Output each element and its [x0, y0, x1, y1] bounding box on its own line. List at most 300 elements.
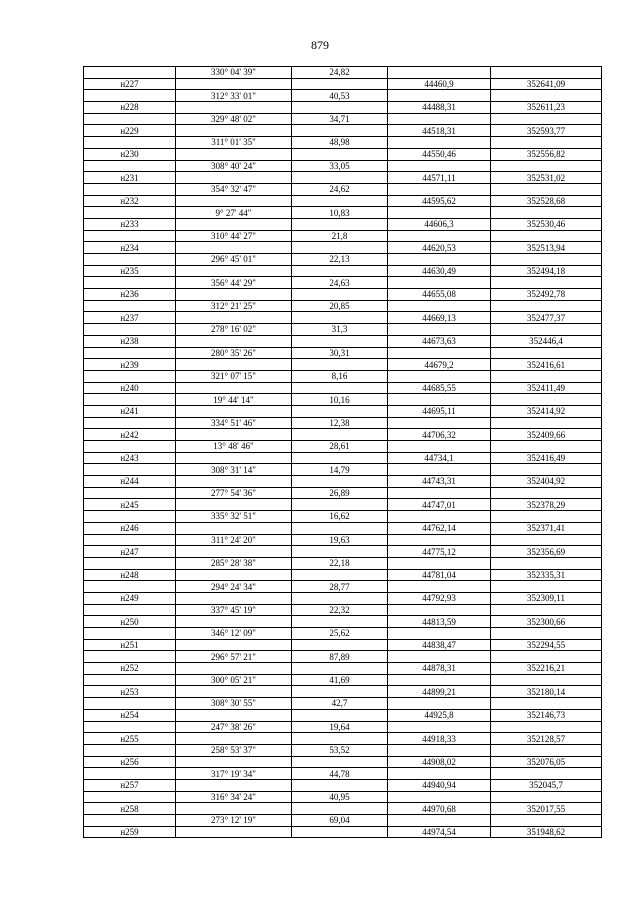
x-coordinate-cell: [388, 534, 491, 546]
distance-cell: [292, 569, 388, 581]
table-row: [84, 125, 602, 137]
x-coordinate-cell: [388, 277, 491, 289]
table-row: [84, 347, 602, 359]
point-name-cell: [84, 183, 176, 195]
point-name-cell: н235: [84, 265, 176, 277]
x-coordinate-cell: [388, 744, 491, 756]
direction-angle-cell: [176, 429, 292, 441]
distance-cell: [292, 803, 388, 815]
direction-angle-cell: [176, 779, 292, 791]
direction-angle-cell: 312° 33' 01": [176, 90, 292, 102]
distance-cell: 40,53: [292, 90, 388, 102]
x-coordinate-cell: [388, 441, 491, 453]
point-name-cell: н227: [84, 78, 176, 90]
direction-angle-cell: [176, 148, 292, 160]
point-name-cell: н253: [84, 686, 176, 698]
y-coordinate-cell: 352294,55: [491, 639, 602, 651]
table-row: [84, 674, 602, 686]
y-coordinate-cell: [491, 698, 602, 710]
distance-cell: [292, 335, 388, 347]
distance-cell: [292, 499, 388, 511]
distance-cell: 25,62: [292, 628, 388, 640]
table-row: [84, 218, 602, 230]
y-coordinate-cell: 352477,37: [491, 312, 602, 324]
x-coordinate-cell: 44460,9: [388, 78, 491, 90]
y-coordinate-cell: 352513,94: [491, 242, 602, 254]
coordinates-table: [83, 66, 602, 838]
table-row: [84, 779, 602, 791]
x-coordinate-cell: 44679,2: [388, 359, 491, 371]
table-row: [84, 698, 602, 710]
y-coordinate-cell: [491, 300, 602, 312]
y-coordinate-cell: [491, 394, 602, 406]
table-row: [84, 207, 602, 219]
table-row: [84, 160, 602, 172]
x-coordinate-cell: 44488,31: [388, 102, 491, 114]
table-row: [84, 137, 602, 149]
table-row: [84, 815, 602, 827]
x-coordinate-cell: 44655,08: [388, 289, 491, 301]
table-row: [84, 546, 602, 558]
table-row: [84, 534, 602, 546]
table-row: [84, 557, 602, 569]
y-coordinate-cell: 352146,73: [491, 709, 602, 721]
direction-angle-cell: 308° 30' 55": [176, 698, 292, 710]
table-row: [84, 744, 602, 756]
y-coordinate-cell: [491, 254, 602, 266]
direction-angle-cell: 294° 24' 34": [176, 581, 292, 593]
table-row: [84, 628, 602, 640]
point-name-cell: [84, 300, 176, 312]
direction-angle-cell: [176, 709, 292, 721]
point-name-cell: н248: [84, 569, 176, 581]
y-coordinate-cell: 352409,66: [491, 429, 602, 441]
table-row: [84, 335, 602, 347]
direction-angle-cell: 335° 32' 51": [176, 511, 292, 523]
direction-angle-cell: [176, 289, 292, 301]
x-coordinate-cell: [388, 487, 491, 499]
direction-angle-cell: [176, 499, 292, 511]
x-coordinate-cell: [388, 604, 491, 616]
distance-cell: 87,89: [292, 651, 388, 663]
distance-cell: 69,04: [292, 815, 388, 827]
distance-cell: [292, 686, 388, 698]
distance-cell: [292, 289, 388, 301]
direction-angle-cell: [176, 102, 292, 114]
direction-angle-cell: [176, 663, 292, 675]
x-coordinate-cell: [388, 417, 491, 429]
x-coordinate-cell: [388, 815, 491, 827]
direction-angle-cell: [176, 218, 292, 230]
direction-angle-cell: 311° 01' 35": [176, 137, 292, 149]
point-name-cell: н254: [84, 709, 176, 721]
x-coordinate-cell: [388, 67, 491, 79]
direction-angle-cell: [176, 382, 292, 394]
point-name-cell: н246: [84, 522, 176, 534]
y-coordinate-cell: 352416,61: [491, 359, 602, 371]
y-coordinate-cell: [491, 183, 602, 195]
x-coordinate-cell: 44571,11: [388, 172, 491, 184]
x-coordinate-cell: 44695,11: [388, 405, 491, 417]
direction-angle-cell: 285° 28' 38": [176, 557, 292, 569]
table-row: [84, 476, 602, 488]
point-name-cell: н247: [84, 546, 176, 558]
table-row: [84, 686, 602, 698]
table-row: [84, 67, 602, 79]
table-row: [84, 721, 602, 733]
distance-cell: [292, 779, 388, 791]
y-coordinate-cell: [491, 581, 602, 593]
table-row: [84, 195, 602, 207]
table-row: [84, 569, 602, 581]
y-coordinate-cell: 352593,77: [491, 125, 602, 137]
x-coordinate-cell: [388, 557, 491, 569]
table-row: [84, 230, 602, 242]
x-coordinate-cell: [388, 254, 491, 266]
y-coordinate-cell: [491, 277, 602, 289]
table-row: [84, 464, 602, 476]
table-row: [84, 733, 602, 745]
table-row: [84, 277, 602, 289]
distance-cell: 21,8: [292, 230, 388, 242]
x-coordinate-cell: [388, 394, 491, 406]
x-coordinate-cell: [388, 183, 491, 195]
y-coordinate-cell: [491, 815, 602, 827]
x-coordinate-cell: [388, 370, 491, 382]
point-name-cell: н243: [84, 452, 176, 464]
x-coordinate-cell: 44918,33: [388, 733, 491, 745]
distance-cell: [292, 826, 388, 838]
distance-cell: 41,69: [292, 674, 388, 686]
distance-cell: 28,77: [292, 581, 388, 593]
table-row: [84, 826, 602, 838]
point-name-cell: [84, 113, 176, 125]
x-coordinate-cell: 44838,47: [388, 639, 491, 651]
x-coordinate-cell: [388, 160, 491, 172]
point-name-cell: н250: [84, 616, 176, 628]
y-coordinate-cell: 352411,49: [491, 382, 602, 394]
y-coordinate-cell: 352076,05: [491, 756, 602, 768]
x-coordinate-cell: 44743,31: [388, 476, 491, 488]
table-row: [84, 487, 602, 499]
distance-cell: [292, 195, 388, 207]
x-coordinate-cell: 44940,94: [388, 779, 491, 791]
y-coordinate-cell: [491, 160, 602, 172]
y-coordinate-cell: [491, 628, 602, 640]
x-coordinate-cell: 44762,14: [388, 522, 491, 534]
direction-angle-cell: 277° 54' 36": [176, 487, 292, 499]
point-name-cell: н238: [84, 335, 176, 347]
x-coordinate-cell: 44792,93: [388, 592, 491, 604]
y-coordinate-cell: [491, 651, 602, 663]
table-row: [84, 417, 602, 429]
distance-cell: 26,89: [292, 487, 388, 499]
direction-angle-cell: 9° 27' 44": [176, 207, 292, 219]
point-name-cell: [84, 651, 176, 663]
direction-angle-cell: [176, 125, 292, 137]
table-row: [84, 452, 602, 464]
direction-angle-cell: [176, 569, 292, 581]
table-row: [84, 102, 602, 114]
x-coordinate-cell: 44550,46: [388, 148, 491, 160]
y-coordinate-cell: [491, 721, 602, 733]
y-coordinate-cell: 352556,82: [491, 148, 602, 160]
y-coordinate-cell: 352446,4: [491, 335, 602, 347]
point-name-cell: н237: [84, 312, 176, 324]
table-row: [84, 651, 602, 663]
point-name-cell: н249: [84, 592, 176, 604]
x-coordinate-cell: 44669,13: [388, 312, 491, 324]
x-coordinate-cell: 44899,21: [388, 686, 491, 698]
y-coordinate-cell: 352378,29: [491, 499, 602, 511]
point-name-cell: [84, 791, 176, 803]
point-name-cell: [84, 254, 176, 266]
distance-cell: [292, 265, 388, 277]
y-coordinate-cell: 352404,92: [491, 476, 602, 488]
x-coordinate-cell: [388, 674, 491, 686]
distance-cell: [292, 125, 388, 137]
x-coordinate-cell: 44974,54: [388, 826, 491, 838]
table-row: [84, 522, 602, 534]
point-name-cell: [84, 721, 176, 733]
y-coordinate-cell: 352492,78: [491, 289, 602, 301]
distance-cell: [292, 733, 388, 745]
table-row: [84, 370, 602, 382]
direction-angle-cell: 334° 51' 46": [176, 417, 292, 429]
distance-cell: [292, 102, 388, 114]
distance-cell: 8,16: [292, 370, 388, 382]
y-coordinate-cell: [491, 464, 602, 476]
direction-angle-cell: 356° 44' 29": [176, 277, 292, 289]
distance-cell: 19,64: [292, 721, 388, 733]
direction-angle-cell: 300° 05' 21": [176, 674, 292, 686]
direction-angle-cell: [176, 733, 292, 745]
table-row: [84, 511, 602, 523]
distance-cell: 48,98: [292, 137, 388, 149]
y-coordinate-cell: [491, 230, 602, 242]
distance-cell: [292, 312, 388, 324]
point-name-cell: н258: [84, 803, 176, 815]
y-coordinate-cell: 352531,02: [491, 172, 602, 184]
direction-angle-cell: 316° 34' 24": [176, 791, 292, 803]
point-name-cell: [84, 604, 176, 616]
table-row: [84, 429, 602, 441]
x-coordinate-cell: [388, 581, 491, 593]
distance-cell: [292, 522, 388, 534]
distance-cell: 53,52: [292, 744, 388, 756]
y-coordinate-cell: [491, 370, 602, 382]
point-name-cell: [84, 581, 176, 593]
table-row: [84, 616, 602, 628]
table-row: [84, 183, 602, 195]
direction-angle-cell: [176, 639, 292, 651]
table-row: [84, 394, 602, 406]
point-name-cell: н251: [84, 639, 176, 651]
direction-angle-cell: 308° 40' 24": [176, 160, 292, 172]
direction-angle-cell: [176, 756, 292, 768]
y-coordinate-cell: 352017,55: [491, 803, 602, 815]
distance-cell: [292, 592, 388, 604]
point-name-cell: н242: [84, 429, 176, 441]
x-coordinate-cell: 44673,63: [388, 335, 491, 347]
table-row: [84, 113, 602, 125]
direction-angle-cell: [176, 476, 292, 488]
x-coordinate-cell: 44775,12: [388, 546, 491, 558]
direction-angle-cell: 312° 21' 25": [176, 300, 292, 312]
distance-cell: [292, 78, 388, 90]
x-coordinate-cell: 44813,59: [388, 616, 491, 628]
distance-cell: [292, 663, 388, 675]
direction-angle-cell: 310° 44' 27": [176, 230, 292, 242]
direction-angle-cell: 13° 48' 46": [176, 441, 292, 453]
point-name-cell: н234: [84, 242, 176, 254]
table-row: [84, 639, 602, 651]
table-row: [84, 242, 602, 254]
distance-cell: 22,32: [292, 604, 388, 616]
table-row: [84, 768, 602, 780]
y-coordinate-cell: 352335,31: [491, 569, 602, 581]
x-coordinate-cell: [388, 698, 491, 710]
direction-angle-cell: [176, 452, 292, 464]
point-name-cell: н236: [84, 289, 176, 301]
y-coordinate-cell: [491, 441, 602, 453]
x-coordinate-cell: [388, 113, 491, 125]
distance-cell: [292, 218, 388, 230]
y-coordinate-cell: 352611,23: [491, 102, 602, 114]
distance-cell: [292, 359, 388, 371]
point-name-cell: н252: [84, 663, 176, 675]
point-name-cell: н229: [84, 125, 176, 137]
table-row: [84, 324, 602, 336]
distance-cell: 22,13: [292, 254, 388, 266]
distance-cell: 31,3: [292, 324, 388, 336]
distance-cell: 24,63: [292, 277, 388, 289]
x-coordinate-cell: [388, 511, 491, 523]
y-coordinate-cell: [491, 674, 602, 686]
point-name-cell: н257: [84, 779, 176, 791]
point-name-cell: н241: [84, 405, 176, 417]
direction-angle-cell: 308° 31' 14": [176, 464, 292, 476]
table-row: [84, 312, 602, 324]
y-coordinate-cell: [491, 791, 602, 803]
y-coordinate-cell: 352528,68: [491, 195, 602, 207]
direction-angle-cell: 278° 16' 02": [176, 324, 292, 336]
distance-cell: 20,85: [292, 300, 388, 312]
x-coordinate-cell: [388, 137, 491, 149]
x-coordinate-cell: [388, 207, 491, 219]
x-coordinate-cell: [388, 300, 491, 312]
point-name-cell: н232: [84, 195, 176, 207]
x-coordinate-cell: [388, 90, 491, 102]
direction-angle-cell: [176, 826, 292, 838]
x-coordinate-cell: [388, 721, 491, 733]
point-name-cell: н231: [84, 172, 176, 184]
distance-cell: [292, 756, 388, 768]
direction-angle-cell: [176, 312, 292, 324]
y-coordinate-cell: [491, 604, 602, 616]
direction-angle-cell: [176, 592, 292, 604]
x-coordinate-cell: [388, 628, 491, 640]
point-name-cell: [84, 347, 176, 359]
x-coordinate-cell: 44620,53: [388, 242, 491, 254]
y-coordinate-cell: [491, 768, 602, 780]
y-coordinate-cell: [491, 67, 602, 79]
point-name-cell: [84, 815, 176, 827]
distance-cell: 22,18: [292, 557, 388, 569]
point-name-cell: [84, 628, 176, 640]
point-name-cell: [84, 160, 176, 172]
point-name-cell: н230: [84, 148, 176, 160]
point-name-cell: [84, 487, 176, 499]
y-coordinate-cell: 352128,57: [491, 733, 602, 745]
point-name-cell: [84, 394, 176, 406]
point-name-cell: н244: [84, 476, 176, 488]
direction-angle-cell: [176, 335, 292, 347]
y-coordinate-cell: [491, 90, 602, 102]
y-coordinate-cell: [491, 113, 602, 125]
x-coordinate-cell: 44925,8: [388, 709, 491, 721]
distance-cell: 16,62: [292, 511, 388, 523]
distance-cell: [292, 148, 388, 160]
y-coordinate-cell: [491, 417, 602, 429]
y-coordinate-cell: 352641,09: [491, 78, 602, 90]
x-coordinate-cell: 44685,55: [388, 382, 491, 394]
direction-angle-cell: 296° 45' 01": [176, 254, 292, 266]
direction-angle-cell: 317° 19' 34": [176, 768, 292, 780]
table-row: [84, 265, 602, 277]
table-row: [84, 359, 602, 371]
distance-cell: [292, 242, 388, 254]
table-row: [84, 90, 602, 102]
direction-angle-cell: 337° 45' 19": [176, 604, 292, 616]
table-row: [84, 499, 602, 511]
point-name-cell: [84, 230, 176, 242]
y-coordinate-cell: 352371,41: [491, 522, 602, 534]
y-coordinate-cell: [491, 557, 602, 569]
distance-cell: 30,31: [292, 347, 388, 359]
distance-cell: [292, 172, 388, 184]
direction-angle-cell: [176, 546, 292, 558]
table-row: [84, 581, 602, 593]
point-name-cell: н239: [84, 359, 176, 371]
distance-cell: 42,7: [292, 698, 388, 710]
table-body: [84, 67, 602, 838]
direction-angle-cell: 354° 32' 47": [176, 183, 292, 195]
point-name-cell: н228: [84, 102, 176, 114]
distance-cell: [292, 546, 388, 558]
y-coordinate-cell: 352494,18: [491, 265, 602, 277]
y-coordinate-cell: [491, 487, 602, 499]
direction-angle-cell: 346° 12' 09": [176, 628, 292, 640]
table-row: [84, 756, 602, 768]
point-name-cell: [84, 511, 176, 523]
table-row: [84, 604, 602, 616]
page-number: 879: [311, 38, 329, 52]
x-coordinate-cell: [388, 791, 491, 803]
distance-cell: 44,78: [292, 768, 388, 780]
table-row: [84, 172, 602, 184]
point-name-cell: [84, 90, 176, 102]
point-name-cell: [84, 137, 176, 149]
direction-angle-cell: 329° 48' 02": [176, 113, 292, 125]
y-coordinate-cell: [491, 347, 602, 359]
direction-angle-cell: 280° 35' 26": [176, 347, 292, 359]
distance-cell: 19,63: [292, 534, 388, 546]
x-coordinate-cell: 44781,04: [388, 569, 491, 581]
distance-cell: 14,79: [292, 464, 388, 476]
distance-cell: [292, 639, 388, 651]
direction-angle-cell: 296° 57' 21": [176, 651, 292, 663]
